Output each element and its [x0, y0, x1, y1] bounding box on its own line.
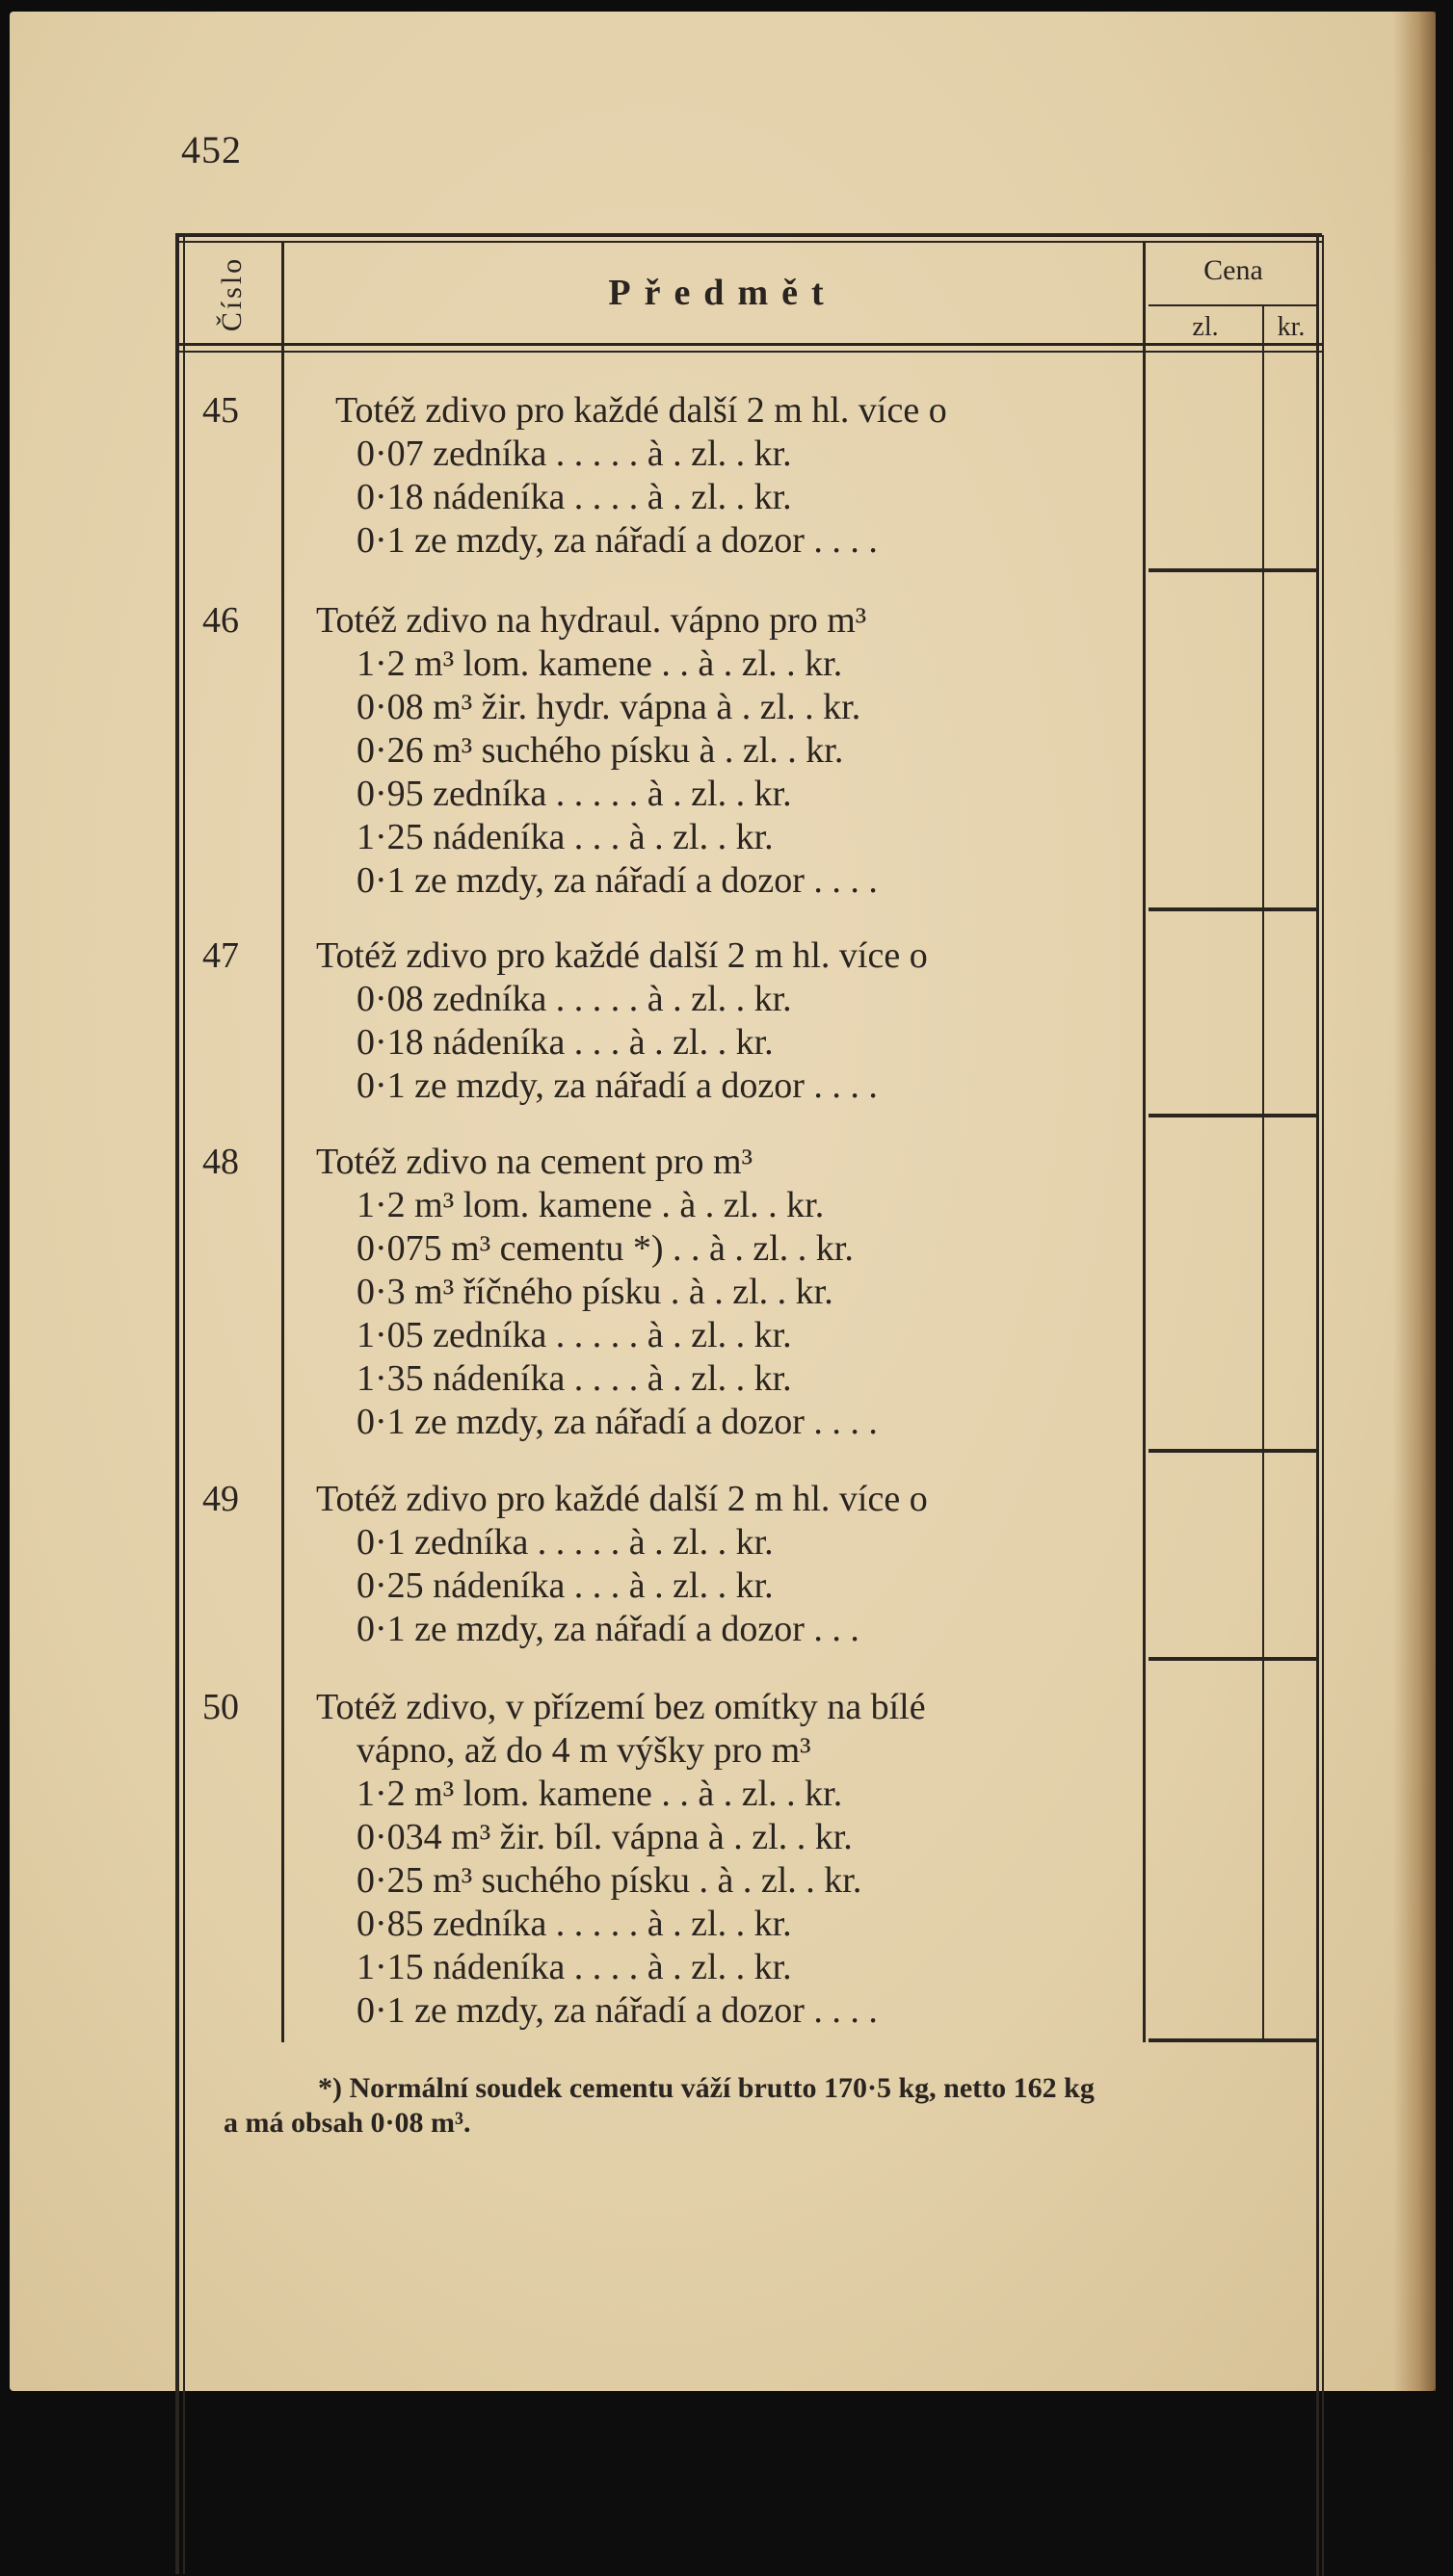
footnote-line-2: a má obsah 0·08 m³. — [224, 2107, 471, 2139]
entry-separator — [1149, 1114, 1318, 1117]
header-bottom-rule-thin — [179, 351, 1322, 353]
entry-line: Totéž zdivo pro každé další 2 m hl. více o — [316, 1479, 928, 1519]
cena-subheader-rule — [1149, 304, 1318, 306]
entry-number: 50 — [202, 1687, 239, 1727]
table-top-rule — [175, 233, 1322, 237]
entry-line: Totéž zdivo, v přízemí bez omítky na bílé — [316, 1687, 926, 1727]
footnote-line-1: *) Normální soudek cementu váží brutto 170·5 kg, netto 162 kg — [318, 2072, 1095, 2104]
cislo-column-rule — [281, 241, 284, 2042]
page-spine-shadow — [1393, 12, 1436, 2391]
entry-number: 46 — [202, 600, 239, 641]
entry-line: Totéž zdivo pro každé další 2 m hl. více o — [335, 390, 947, 431]
entry-number: 49 — [202, 1479, 239, 1519]
predmet-column-rule — [1143, 241, 1146, 2042]
entry-line: 1·25 nádeníka . . . à . zl. . kr. — [357, 817, 774, 857]
entry-line: 0·075 m³ cementu *) . . à . zl. . kr. — [357, 1228, 854, 1269]
entry-line: 0·25 m³ suchého písku . à . zl. . kr. — [357, 1860, 862, 1901]
entry-line: 1·2 m³ lom. kamene . à . zl. . kr. — [357, 1185, 825, 1225]
entry-line: 1·2 m³ lom. kamene . . à . zl. . kr. — [357, 1774, 843, 1814]
entry-line: 0·1 ze mzdy, za nářadí a dozor . . . . — [357, 1402, 878, 1442]
entry-line: Totéž zdivo na hydraul. vápno pro m³ — [316, 600, 867, 641]
header-zl: zl. — [1192, 312, 1219, 342]
entry-line: 0·95 zedníka . . . . . à . zl. . kr. — [357, 774, 792, 814]
entry-line: vápno, až do 4 m výšky pro m³ — [357, 1730, 811, 1771]
table-right-rule — [1316, 235, 1319, 2576]
entry-line: 0·1 ze mzdy, za nářadí a dozor . . . . — [357, 520, 878, 561]
entry-line: Totéž zdivo na cement pro m³ — [316, 1142, 753, 1182]
entry-line: 0·1 ze mzdy, za nářadí a dozor . . . . — [357, 1990, 878, 2031]
entry-line: 0·1 ze mzdy, za nářadí a dozor . . . . — [357, 860, 878, 901]
entry-line: 0·1 ze mzdy, za nářadí a dozor . . . . — [357, 1065, 878, 1106]
entry-separator — [1149, 907, 1318, 911]
entry-number: 47 — [202, 935, 239, 976]
header-cislo-label: Číslo — [215, 255, 248, 332]
entry-line: 0·08 m³ žir. hydr. vápna à . zl. . kr. — [357, 687, 861, 727]
entry-number: 48 — [202, 1142, 239, 1182]
entry-line: 1·2 m³ lom. kamene . . à . zl. . kr. — [357, 644, 843, 684]
page-number: 452 — [181, 128, 242, 171]
entry-separator — [1149, 1657, 1318, 1661]
entry-line: 0·26 m³ suchého písku à . zl. . kr. — [357, 730, 844, 771]
entry-separator — [1149, 2038, 1318, 2042]
entry-line: 0·18 nádeníka . . . . à . zl. . kr. — [357, 477, 792, 517]
entry-line: 0·08 zedníka . . . . . à . zl. . kr. — [357, 979, 792, 1019]
zl-kr-column-rule — [1262, 306, 1264, 2040]
entry-line: 1·35 nádeníka . . . . à . zl. . kr. — [357, 1358, 792, 1399]
entry-line: 0·07 zedníka . . . . . à . zl. . kr. — [357, 434, 792, 474]
entry-line: 0·3 m³ říčného písku . à . zl. . kr. — [357, 1272, 833, 1312]
entry-line: 0·1 zedníka . . . . . à . zl. . kr. — [357, 1522, 774, 1563]
entry-separator — [1149, 1449, 1318, 1453]
entry-line: 1·05 zedníka . . . . . à . zl. . kr. — [357, 1315, 792, 1355]
entry-number: 45 — [202, 390, 239, 431]
entry-line: 1·15 nádeníka . . . . à . zl. . kr. — [357, 1947, 792, 1987]
table-right-rule-thin — [1322, 235, 1324, 2576]
header-kr: kr. — [1277, 312, 1306, 342]
header-cislo — [179, 241, 285, 347]
table-left-rule — [175, 233, 179, 2574]
header-predmet: Předmět — [608, 273, 837, 313]
entry-line: Totéž zdivo pro každé další 2 m hl. více o — [316, 935, 928, 976]
book-page — [10, 12, 1436, 2391]
entry-line: 0·85 zedníka . . . . . à . zl. . kr. — [357, 1904, 792, 1944]
entry-separator — [1149, 568, 1318, 572]
header-cena: Cena — [1203, 254, 1263, 286]
entry-line: 0·1 ze mzdy, za nářadí a dozor . . . — [357, 1609, 859, 1649]
entry-line: 0·18 nádeníka . . . à . zl. . kr. — [357, 1022, 774, 1063]
header-bottom-rule — [179, 343, 1322, 346]
table-top-rule-thin — [179, 241, 1322, 243]
entry-line: 0·034 m³ žir. bíl. vápna à . zl. . kr. — [357, 1817, 853, 1857]
entry-line: 0·25 nádeníka . . . à . zl. . kr. — [357, 1565, 774, 1606]
table-left-rule-thin — [183, 233, 185, 2574]
